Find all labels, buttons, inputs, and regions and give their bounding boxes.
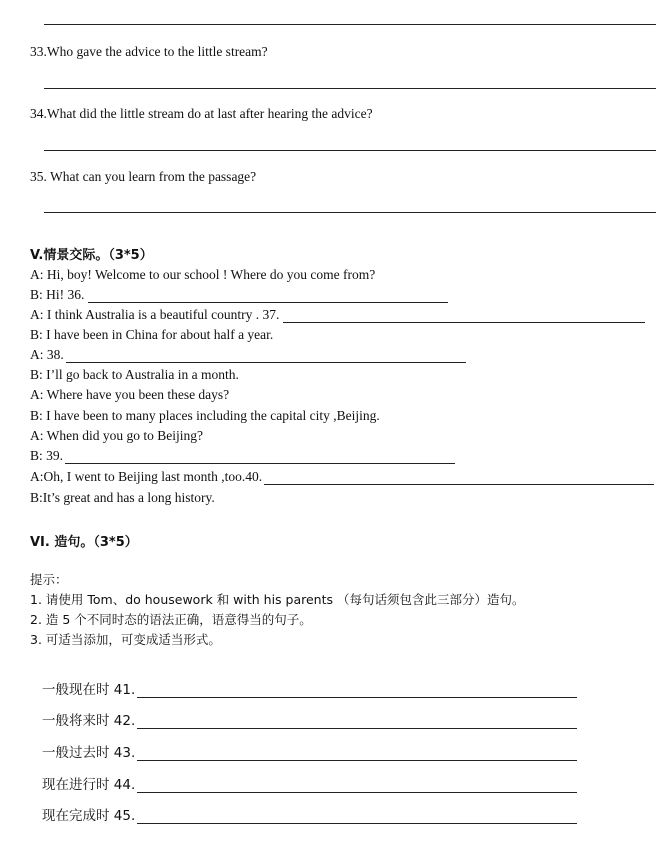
dialog-line-11	[30, 469, 654, 485]
blank-42[interactable]	[137, 716, 577, 729]
dialog-line-12: B:It’s great and has a long history.	[30, 490, 215, 505]
hint-label: 提示：	[30, 572, 68, 587]
sentence-42-label: 一般将来时 42.	[42, 713, 136, 729]
dialog-line-9: A: When did you go to Beijing?	[30, 428, 203, 443]
dialog-line-8: B: I have been to many places including the capital city ,Beijing.	[30, 408, 380, 423]
dialog-text-39: B: 39.	[30, 448, 64, 463]
sentence-44-label: 现在进行时 44.	[42, 777, 136, 793]
dialog-line-4: B: I have been in China for about half a year.	[30, 327, 274, 342]
blank-40[interactable]	[264, 472, 654, 485]
blank-45[interactable]	[137, 811, 577, 824]
sentence-44	[42, 777, 577, 793]
dialog-line-2	[30, 287, 448, 303]
blank-44[interactable]	[137, 780, 577, 793]
question-34: 34.What did the little stream do at last after hearing the advice?	[30, 106, 373, 121]
dialog-text-36: B: Hi! 36.	[30, 287, 85, 302]
blank-39[interactable]	[65, 451, 455, 464]
hint-3: 3. 可适当添加，可变成适当形式。	[30, 632, 221, 647]
blank-37[interactable]	[283, 310, 645, 323]
sentence-41-label: 一般现在时 41.	[42, 682, 136, 698]
answer-line-35	[44, 212, 656, 213]
sentence-42	[42, 713, 577, 729]
sentence-45	[42, 808, 577, 824]
hint-2: 2. 造 5 个不同时态的语法正确，语意得当的句子。	[30, 612, 312, 627]
dialog-text-37: A: I think Australia is a beautiful country . 37.	[30, 307, 280, 322]
dialog-text-40: A:Oh, I went to Beijing last month ,too.40.	[30, 469, 263, 484]
sentence-41	[42, 682, 577, 698]
dialog-line-5	[30, 347, 466, 363]
dialog-line-7: A: Where have you been these days?	[30, 387, 230, 402]
question-33: 33.Who gave the advice to the little stream?	[30, 44, 268, 59]
dialog-text-38: A: 38.	[30, 347, 64, 362]
blank-36[interactable]	[88, 290, 448, 303]
answer-line-top	[44, 24, 656, 25]
dialog-line-3	[30, 307, 645, 323]
sentence-45-label: 现在完成时 45.	[42, 808, 136, 824]
blank-43[interactable]	[137, 748, 577, 761]
blank-41[interactable]	[137, 685, 577, 698]
section-6-title: VI. 造句。（3*5）	[30, 535, 138, 550]
hint-1: 1. 请使用 Tom、do housework 和 with his parents （每句话须包含此三部分）造句。	[30, 592, 525, 607]
answer-line-33	[44, 88, 656, 89]
dialog-line-10	[30, 448, 455, 464]
question-35: 35. What can you learn from the passage?	[30, 169, 257, 184]
answer-line-34	[44, 150, 656, 151]
sentence-43-label: 一般过去时 43.	[42, 745, 136, 761]
section-5-title: V.情景交际。（3*5）	[30, 248, 153, 263]
sentence-43	[42, 745, 577, 761]
dialog-line-6: B: I’ll go back to Australia in a month.	[30, 367, 239, 382]
dialog-line-1: A: Hi, boy! Welcome to our school ! Where do you come from?	[30, 267, 376, 282]
blank-38[interactable]	[66, 350, 466, 363]
